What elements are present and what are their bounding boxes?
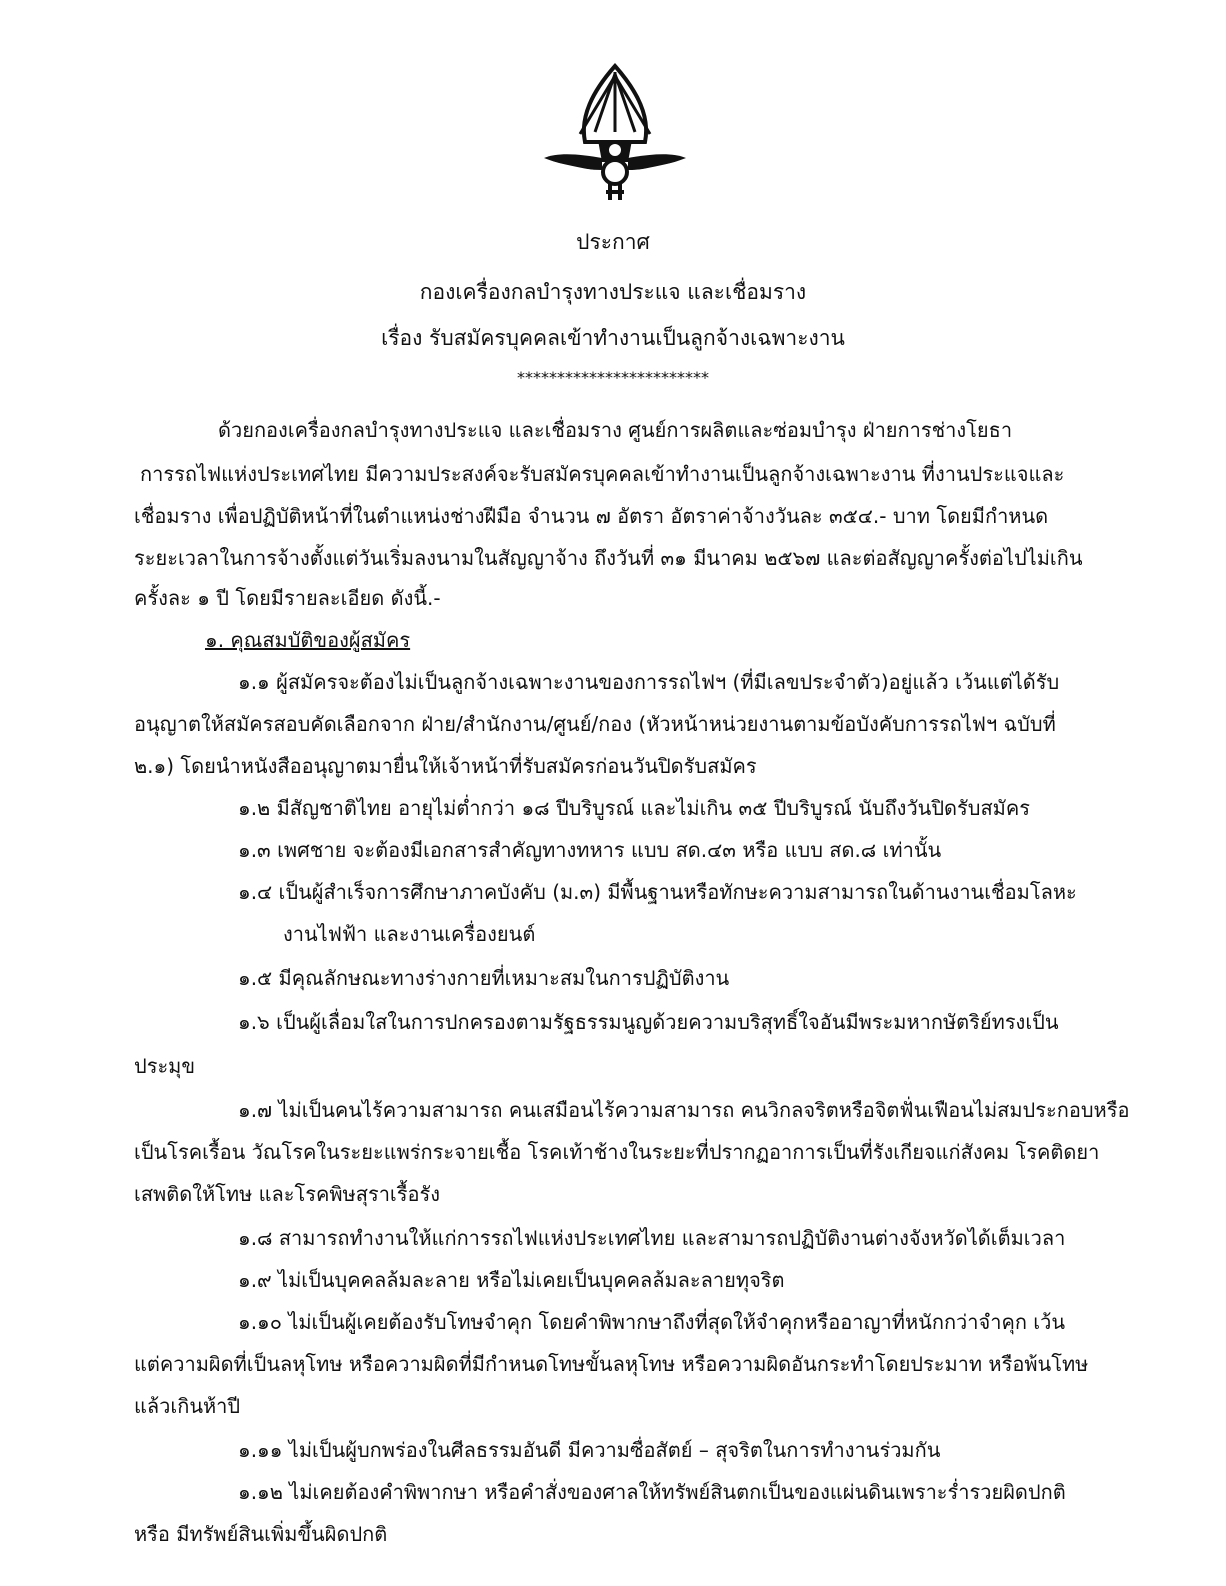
qualification-line: ๑.๒ มีสัญชาติไทย อายุไม่ต่ำกว่า ๑๘ ปีบริบูรณ์ และไม่เกิน ๓๕ ปีบริบูรณ์ นับถึงวันปิดรับสมัคร [238, 796, 1030, 820]
qualification-line: ๑.๓ เพศชาย จะต้องมีเอกสารสำคัญทางทหาร แบบ สด.๔๓ หรือ แบบ สด.๘ เท่านั้น [238, 838, 942, 862]
qualification-line: ๑.๖ เป็นผู้เลื่อมใสในการปกครองตามรัฐธรรมนูญด้วยความบริสุทธิ์ใจอันมีพระมหากษัตริย์ทรงเป็น [238, 1010, 1059, 1034]
qualification-line: ๒.๑) โดยนำหนังสืออนุญาตมายื่นให้เจ้าหน้าที่รับสมัครก่อนวันปิดรับสมัคร [134, 754, 757, 778]
intro-line: ครั้งละ ๑ ปี โดยมีรายละเอียด ดังนี้.- [134, 586, 441, 610]
intro-line: การรถไฟแห่งประเทศไทย มีความประสงค์จะรับสมัครบุคคลเข้าทำงานเป็นลูกจ้างเฉพาะงาน ที่งานประแจและ [140, 462, 1065, 486]
intro-line: ด้วยกองเครื่องกลบำรุงทางประแจ และเชื่อมราง ศูนย์การผลิตและซ่อมบำรุง ฝ่ายการช่างโยธา [218, 418, 1013, 442]
divider-stars: ************************ [517, 368, 709, 387]
qualification-line: เสพติดให้โทษ และโรคพิษสุราเรื้อรัง [134, 1182, 441, 1206]
qualification-line: งานไฟฟ้า และงานเครื่องยนต์ [283, 922, 536, 946]
announcement-subject: เรื่อง รับสมัครบุคคลเข้าทำงานเป็นลูกจ้างเฉพาะงาน [381, 326, 845, 350]
srt-emblem-logo [540, 62, 690, 202]
qualification-line: ๑.๑๒ ไม่เคยต้องคำพิพากษา หรือคำสั่งของศาลให้ทรัพย์สินตกเป็นของแผ่นดินเพราะร่ำรวยผิดปกติ [238, 1480, 1066, 1504]
qualification-line: ๑.๘ สามารถทำงานให้แก่การรถไฟแห่งประเทศไทย และสามารถปฏิบัติงานต่างจังหวัดได้เต็มเวลา [238, 1226, 1066, 1250]
organization-name: กองเครื่องกลบำรุงทางประแจ และเชื่อมราง [419, 280, 807, 304]
announcement-title: ประกาศ [576, 230, 650, 254]
qualification-line: ๑.๗ ไม่เป็นคนไร้ความสามารถ คนเสมือนไร้ความสามารถ คนวิกลจริตหรือจิตฟั่นเฟือนไม่สมประกอบหรือ [238, 1098, 1130, 1122]
qualification-line: ๑.๕ มีคุณลักษณะทางร่างกายที่เหมาะสมในการปฏิบัติงาน [238, 966, 730, 990]
intro-line: เชื่อมราง เพื่อปฏิบัติหน้าที่ในตำแหน่งช่างฝีมือ จำนวน ๗ อัตรา อัตราค่าจ้างวันละ ๓๕๔.- บาท โดยมีกำหนด [134, 504, 1049, 528]
qualification-line: ๑.๑ ผู้สมัครจะต้องไม่เป็นลูกจ้างเฉพาะงานของการรถไฟฯ (ที่มีเลขประจำตัว)อยู่แล้ว เว้นแต่ได้รับ [238, 670, 1060, 694]
qualification-line: แล้วเกินห้าปี [134, 1394, 241, 1418]
intro-line: ระยะเวลาในการจ้างตั้งแต่วันเริ่มลงนามในสัญญาจ้าง ถึงวันที่ ๓๑ มีนาคม ๒๕๖๗ และต่อสัญญาครั้งต่อไปไม่เกิน [134, 546, 1083, 570]
qualification-line: ๑.๑๐ ไม่เป็นผู้เคยต้องรับโทษจำคุก โดยคำพิพากษาถึงที่สุดให้จำคุกหรืออาญาที่หนักกว่าจำคุก เว้น [238, 1310, 1066, 1334]
qualification-line: อนุญาตให้สมัครสอบคัดเลือกจาก ฝ่าย/สำนักงาน/ศูนย์/กอง (หัวหน้าหน่วยงานตามข้อบังคับการรถไฟฯ ฉบับที่ [134, 712, 1056, 736]
qualification-line: แต่ความผิดที่เป็นลหุโทษ หรือความผิดที่มีกำหนดโทษขั้นลหุโทษ หรือความผิดอันกระทำโดยประมาท หรือพ้นโทษ [134, 1352, 1089, 1376]
qualification-line: หรือ มีทรัพย์สินเพิ่มขึ้นผิดปกติ [134, 1522, 388, 1546]
qualification-line: ประมุข [134, 1054, 196, 1078]
qualification-line: เป็นโรคเรื้อน วัณโรคในระยะแพร่กระจายเชื้อ โรคเท้าช้างในระยะที่ปรากฏอาการเป็นที่รังเกียจแก่สังคม โรคติดยา [134, 1140, 1100, 1164]
section-heading-qualifications: ๑. คุณสมบัติของผู้สมัคร [205, 628, 411, 652]
qualification-line: ๑.๙ ไม่เป็นบุคคลล้มละลาย หรือไม่เคยเป็นบุคคลล้มละลายทุจริต [238, 1268, 785, 1292]
qualification-line: ๑.๑๑ ไม่เป็นผู้บกพร่องในศีลธรรมอันดี มีความซื่อสัตย์ – สุจริตในการทำงานร่วมกัน [238, 1438, 941, 1462]
qualification-line: ๑.๔ เป็นผู้สำเร็จการศึกษาภาคบังคับ (ม.๓) มีพื้นฐานหรือทักษะความสามารถในด้านงานเชื่อมโลหะ [238, 880, 1077, 904]
